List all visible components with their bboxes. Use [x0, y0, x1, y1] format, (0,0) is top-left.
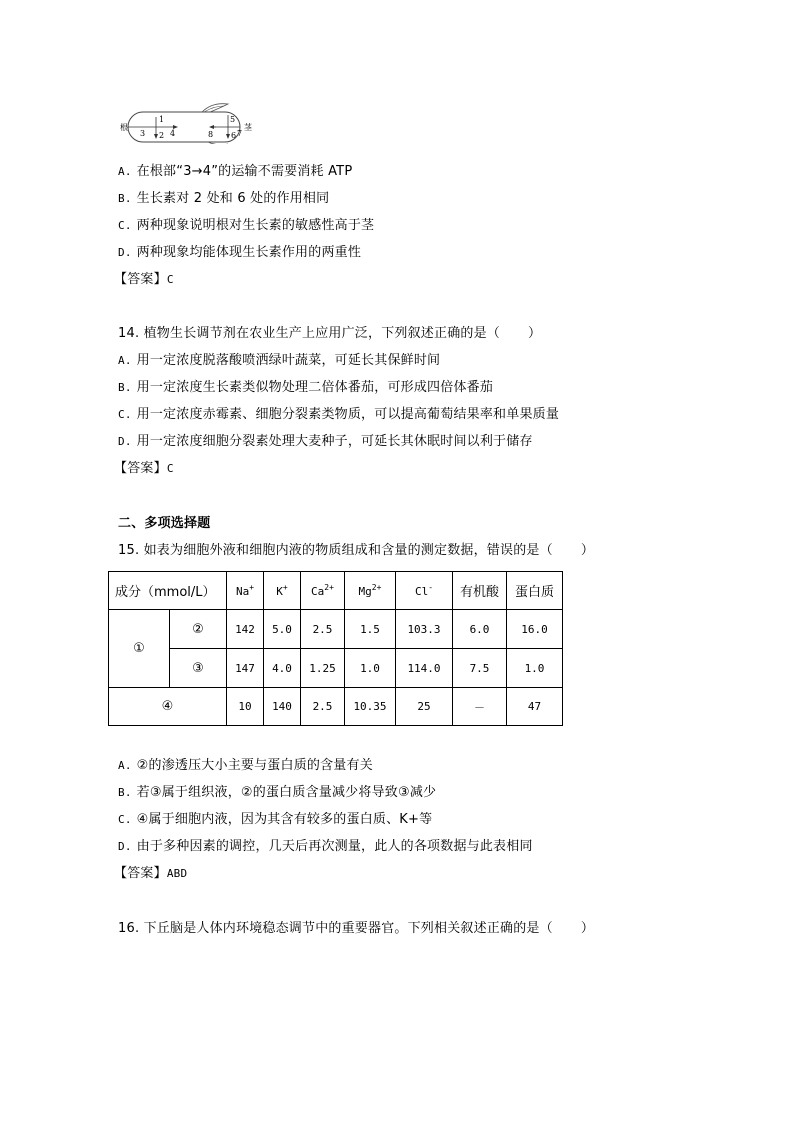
q15-stem: 15. 如表为细胞外液和细胞内液的物质组成和含量的测定数据，错误的是（ ）: [118, 543, 595, 558]
svg-text:8: 8: [208, 130, 214, 139]
q13-option-c: C. 两种现象说明根对生长素的敏感性高于茎: [118, 218, 375, 233]
q14-option-a: A. 用一定浓度脱落酸喷洒绿叶蔬菜，可延长其保鲜时间: [118, 353, 441, 368]
header-ca: $Ca^{2+}$: [301, 572, 345, 610]
svg-text:2: 2: [159, 131, 165, 140]
header-k: K+: [264, 572, 301, 610]
svg-text:5: 5: [230, 115, 236, 124]
q16-stem: 16. 下丘脑是人体内环境稳态调节中的重要器官。下列相关叙述正确的是（ ）: [118, 921, 595, 936]
q13-option-b: B. 生长素对 2 处和 6 处的作用相同: [118, 191, 330, 206]
row-label: ③: [170, 649, 227, 688]
q15-option-d: D. 由于多种因素的调控，几天后再次测量，此人的各项数据与此表相同: [118, 839, 533, 854]
table-header-row: [109, 572, 563, 610]
table-row: ④ 10 140 2.5 10.35 25 － 47: [109, 688, 563, 726]
q15-answer: 【答案】ABD: [114, 866, 188, 881]
q13-answer: 【答案】C: [114, 272, 174, 287]
section-title: 二、多项选择题: [118, 516, 211, 531]
header-cl: Cl-: [396, 572, 453, 610]
svg-text:4: 4: [170, 129, 176, 138]
q13-option-d: D. 两种现象均能体现生长素作用的两重性: [118, 245, 362, 260]
q14-option-b: B. 用一定浓度生长素类似物处理二倍体番茄，可形成四倍体番茄: [118, 380, 494, 395]
svg-text:根: 根: [120, 123, 128, 132]
plant-diagram-icon: [116, 100, 256, 144]
composition-table: [108, 571, 563, 726]
header-label: 成分（mmol/L）: [109, 572, 227, 610]
svg-text:6: 6: [231, 131, 237, 140]
q14-option-c: C. 用一定浓度赤霉素、细胞分裂素类物质，可以提高葡萄结果率和单果质量: [118, 407, 560, 422]
q15-option-b: B. 若③属于组织液，②的蛋白质含量减少将导致③减少: [118, 785, 437, 800]
header-na: Na+: [227, 572, 264, 610]
q15-option-c: C. ④属于细胞内液，因为其含有较多的蛋白质、K+等: [118, 812, 433, 827]
q13-option-a: A. 在根部“3→4”的运输不需要消耗 ATP: [118, 164, 353, 179]
q15-option-a: A. ②的渗透压大小主要与蛋白质的含量有关: [118, 758, 373, 773]
svg-text:1: 1: [159, 115, 165, 124]
row-label: ④: [109, 688, 227, 726]
header-organic-acid: 有机酸: [453, 572, 507, 610]
auxin-transport-diagram: [116, 100, 256, 144]
q14-answer: 【答案】C: [114, 461, 174, 476]
group-label: ①: [109, 610, 170, 688]
svg-text:3: 3: [140, 129, 146, 138]
svg-text:7: 7: [237, 129, 243, 138]
svg-text:茎: 茎: [244, 123, 252, 132]
header-mg: $Mg^{2+}$: [345, 572, 396, 610]
table-row: ③ 147 4.0 1.25 1.0 114.0 7.5 1.0: [109, 649, 563, 688]
row-label: ②: [170, 610, 227, 649]
header-protein: 蛋白质: [507, 572, 563, 610]
table-row: ① ② 142 5.0 2.5 1.5 103.3 6.0 16.0: [109, 610, 563, 649]
q14-stem: 14. 植物生长调节剂在农业生产上应用广泛，下列叙述正确的是（ ）: [118, 326, 542, 341]
q14-option-d: D. 用一定浓度细胞分裂素处理大麦种子，可延长其休眠时间以利于储存: [118, 434, 533, 449]
